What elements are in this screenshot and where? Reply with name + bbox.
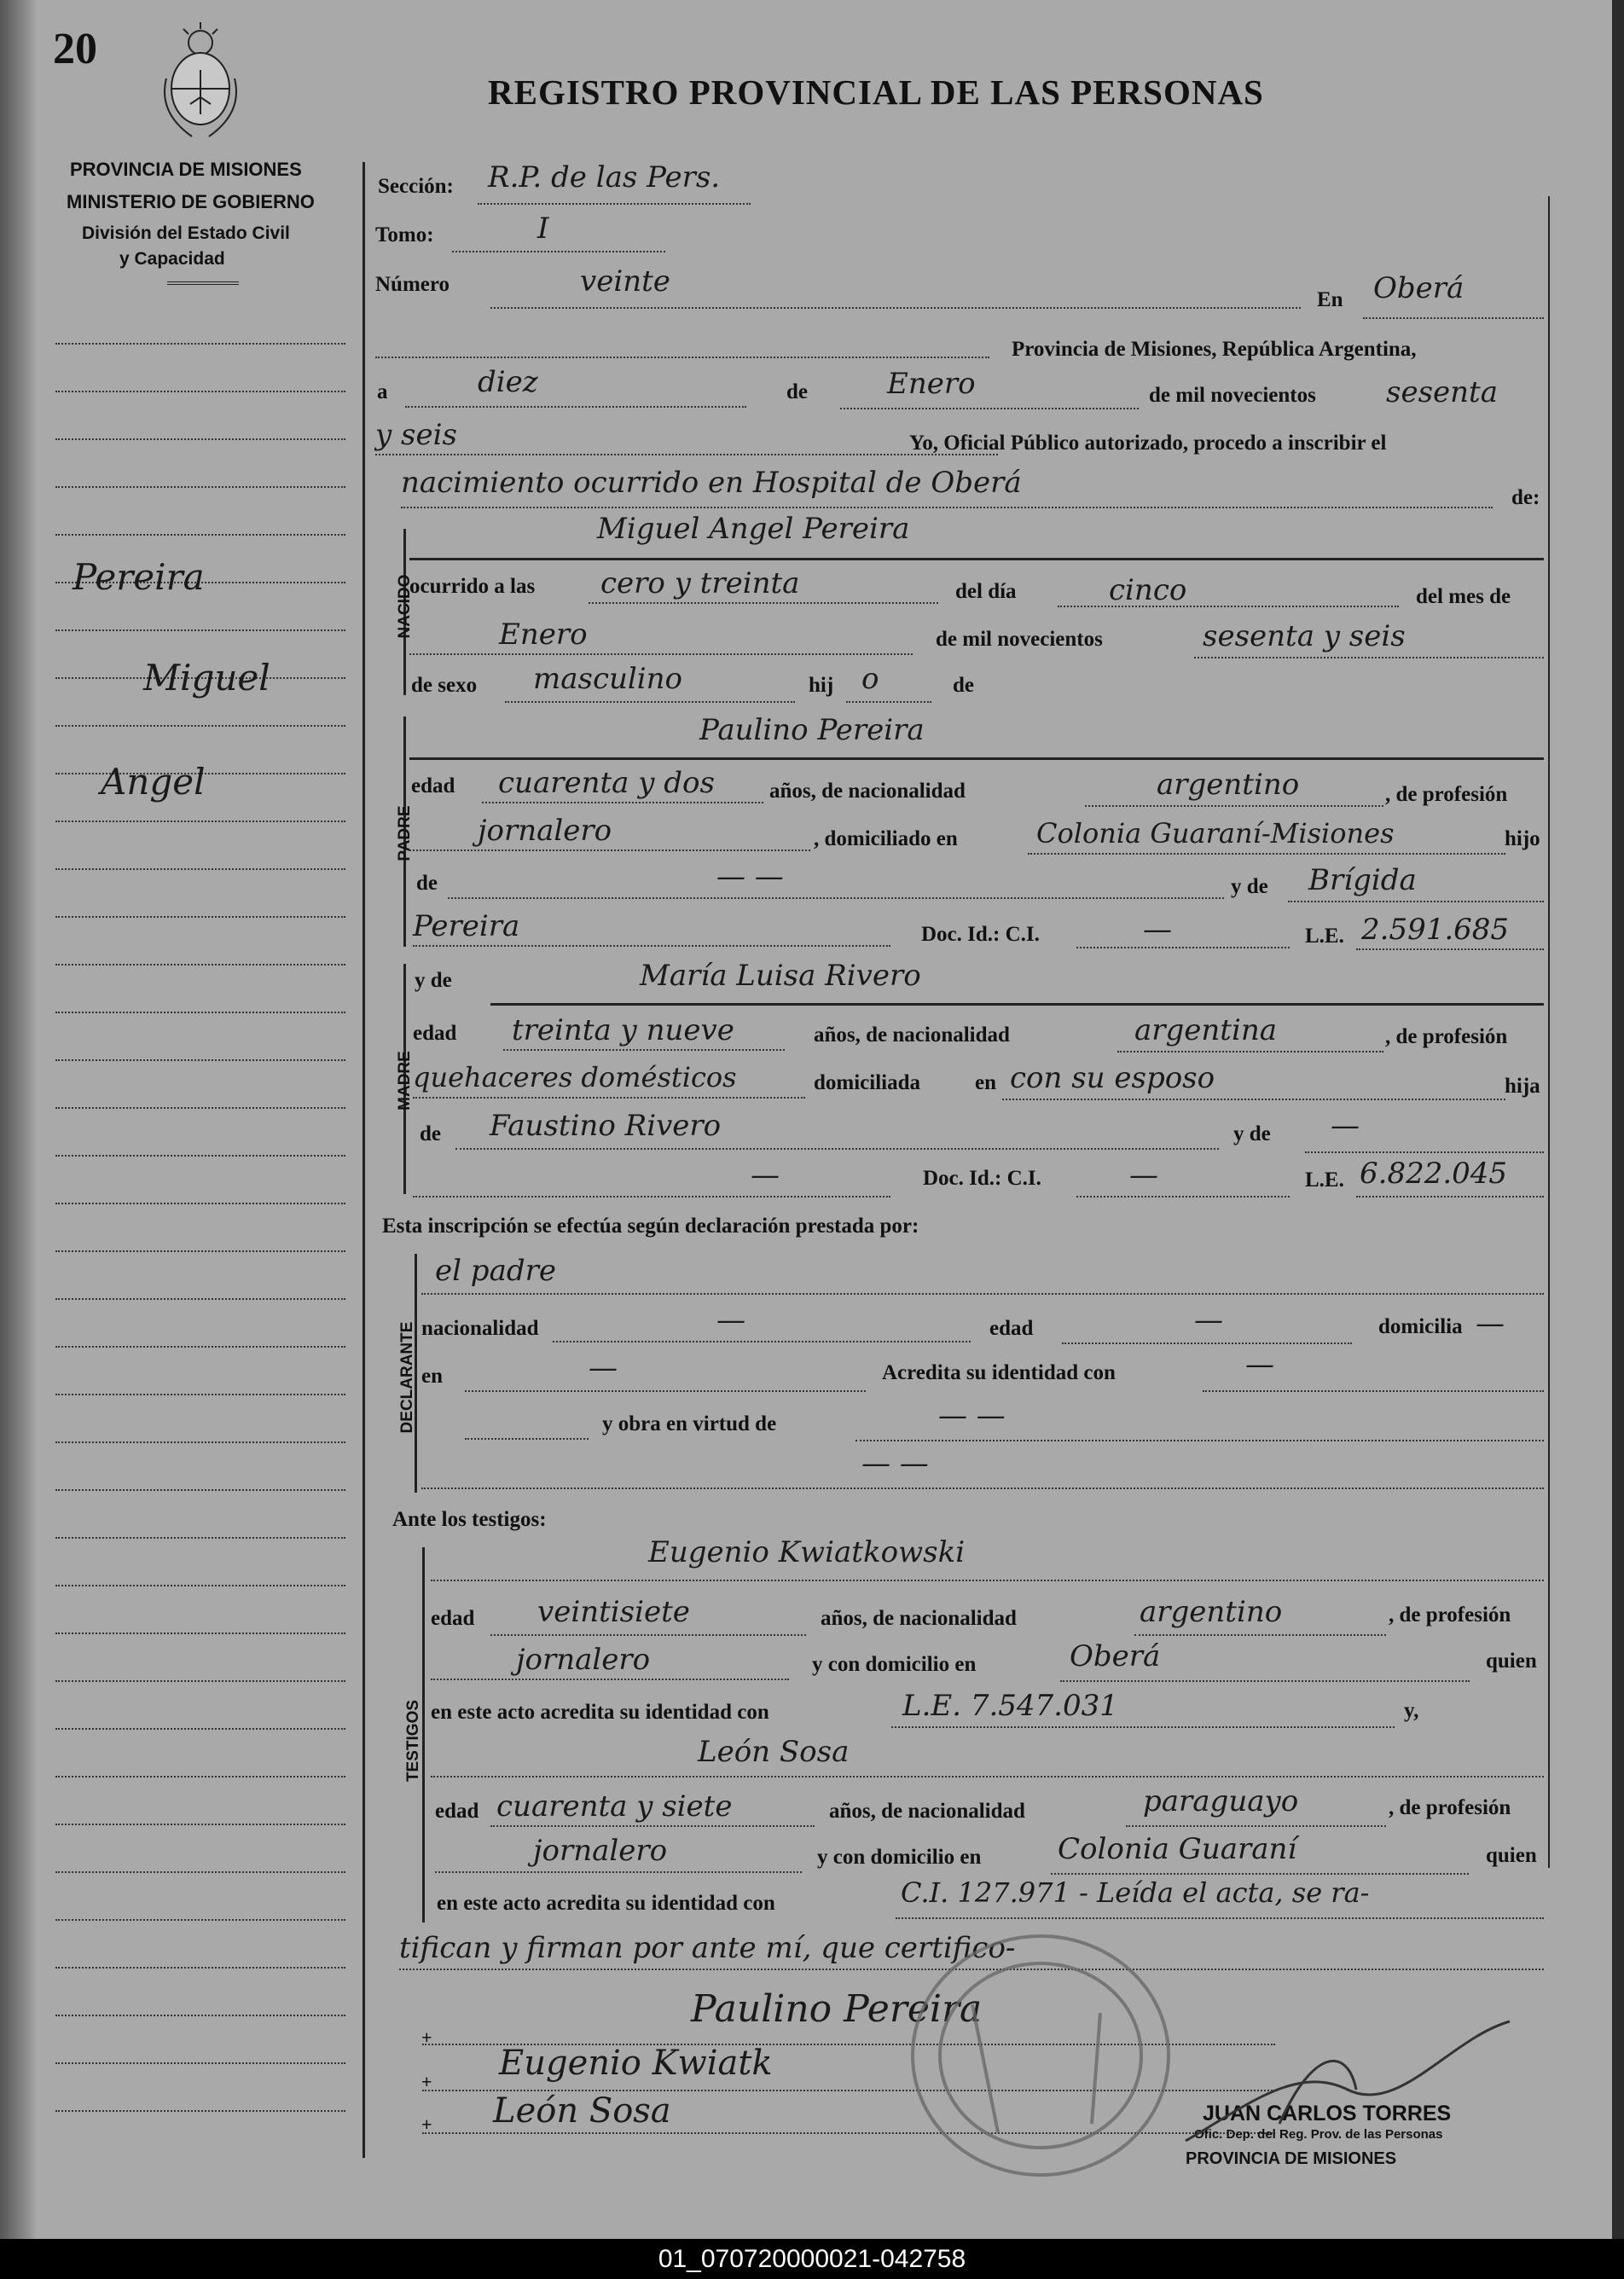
margin-ruled-line bbox=[55, 1012, 345, 1013]
padre-prof-value: jornalero bbox=[478, 814, 612, 848]
padre-name: Paulino Pereira bbox=[699, 713, 925, 747]
official-title: Ofic. Dep. del Reg. Prov. de las Personas bbox=[1194, 2127, 1443, 2142]
declarante-value: el padre bbox=[435, 1254, 556, 1288]
signature-declarant: Paulino Pereira bbox=[691, 1987, 983, 2031]
margin-ruled-line bbox=[55, 1107, 345, 1109]
padre-madre-surname: Pereira bbox=[413, 909, 520, 943]
declarante-en-label: en bbox=[421, 1365, 443, 1388]
padre-anios-label: años, de nacionalidad bbox=[769, 780, 966, 803]
year-prefix: de mil novecientos bbox=[1149, 384, 1316, 407]
declarante-intro: Esta inscripción se efectúa según declaración prestada por: bbox=[382, 1215, 919, 1238]
padre-y-de-label: y de bbox=[1231, 875, 1268, 898]
declarante-acredita-value: — bbox=[1245, 1348, 1274, 1382]
testigo-1-edad-label: edad bbox=[431, 1607, 475, 1630]
margin-ruled-line bbox=[55, 2015, 345, 2016]
padre-le-label: L.E. bbox=[1305, 925, 1344, 948]
padre-profesion-label: , de profesión bbox=[1385, 783, 1508, 806]
padre-de-value: — — bbox=[716, 860, 784, 894]
padre-doc-value: — bbox=[1143, 913, 1172, 947]
tomo-value: I bbox=[537, 212, 549, 246]
signature-witness-1: Eugenio Kwiatk bbox=[499, 2044, 773, 2083]
testigo-2-prof: jornalero bbox=[533, 1834, 668, 1868]
hij-value: o bbox=[861, 662, 879, 696]
office-line-2: MINISTERIO DE GOBIERNO bbox=[67, 191, 315, 212]
declarante-nac-value: — bbox=[716, 1303, 745, 1337]
padre-domiciliado-label: , domiciliado en bbox=[814, 827, 958, 850]
testigo-1-domicilio-label: y con domicilio en bbox=[812, 1653, 977, 1676]
testigos-tag: TESTIGOS bbox=[404, 1699, 422, 1783]
seccion-label: Sección: bbox=[378, 175, 454, 198]
margin-ruled-line bbox=[55, 1585, 345, 1586]
testigos-intro: Ante los testigos: bbox=[392, 1508, 547, 1531]
madre-le-value: 6.822.045 bbox=[1360, 1157, 1508, 1191]
madre-name: María Luisa Rivero bbox=[640, 959, 921, 993]
year-value-2: y seis bbox=[375, 418, 457, 452]
testigo-2-doc: C.I. 127.971 - Leída el acta, se ra- bbox=[901, 1876, 1370, 1909]
madre-doc-label: Doc. Id.: C.I. bbox=[923, 1167, 1041, 1190]
testigo-2-profesion-label: , de profesión bbox=[1389, 1796, 1511, 1819]
numero-value: veinte bbox=[580, 264, 670, 299]
madre-profesion-label: , de profesión bbox=[1385, 1025, 1508, 1048]
margin-ruled-line bbox=[55, 1346, 345, 1348]
madre-hija-label: hija bbox=[1505, 1075, 1540, 1098]
margin-ruled-line bbox=[55, 821, 345, 822]
oficial-text: Yo, Oficial Público autorizado, procedo a inscribir el bbox=[909, 432, 1387, 455]
declarante-nacionalidad-label: nacionalidad bbox=[421, 1317, 539, 1340]
margin-ruled-line bbox=[55, 1776, 345, 1777]
margin-ruled-line bbox=[55, 1680, 345, 1682]
margin-ruled-line bbox=[55, 1155, 345, 1157]
a-label: a bbox=[377, 380, 388, 403]
hij-label: hij bbox=[809, 674, 834, 697]
padre-edad-label: edad bbox=[411, 774, 455, 797]
en-value: Oberá bbox=[1373, 271, 1464, 305]
padre-hijo-label: hijo bbox=[1505, 827, 1540, 850]
margin-surname: Pereira bbox=[72, 556, 205, 598]
madre-y-de-label: y de bbox=[415, 969, 452, 992]
madre-y-de-label-2: y de bbox=[1233, 1122, 1271, 1145]
testigo-2-name: León Sosa bbox=[698, 1735, 850, 1769]
nacimiento-value: nacimiento ocurrido en Hospital de Oberá bbox=[401, 466, 1022, 500]
padre-y-de-value: Brígida bbox=[1308, 863, 1417, 897]
numero-label: Número bbox=[375, 273, 450, 296]
declarante-obra-value: — — bbox=[938, 1399, 1006, 1433]
margin-ruled-line bbox=[55, 916, 345, 918]
declarante-tag: DECLARANTE bbox=[398, 1321, 416, 1434]
margin-ruled-line bbox=[55, 1824, 345, 1825]
declarante-en-value: — bbox=[589, 1351, 618, 1385]
registry-page: 20 REGISTRO PROVINCIAL DE LAS PERSONAS PROVINCIA DE MISIONES MINISTERIO DE GOBIERNO División del Estado Civil y Capacidad Pereira Miguel Angel Sección: R.P. de las Pers. Tomo: I Número veinte En Oberá Provincia de Misiones, República Argentina, a diez de Enero de mil novecientos sesenta y seis Yo, Oficial Público autorizado, procedo a inscribir el nacimiento ocurrido en Hospital de Oberá de: NACIDO Miguel Angel Pereira ocurrido a las cero y treinta del día cinco del mes de Enero de mil novecientos sesenta y seis de sexo masculino hij o de PADRE Paulino Pereira edad cuarenta y dos años, de nacionalidad argentino , de profesión jornalero , domiciliado en Colonia Guaraní-Misiones hijo de — — y de Brígida Pereira Doc. Id.: C.I. — L.E. 2.591.685 MADRE y de María Luisa Rivero edad treinta y nueve años, de nacionalidad argentina , de profesión quehaceres domésticos domiciliada en con su esposo hija de Faustino Rivero y de — — Doc. Id.: C.I. — L.E. 6.822.045 Esta inscripción se efectúa según declaración prestada por: DECLARANTE el padre nacionalidad — edad — domicilia — en — Acredita su identidad con — y obra en virtud de — — — — Ante los testigos: TESTIGOS Eugenio Kwiatkowski edad veintisiete años, de nacionalidad argentino , de profesión jornalero y con domicilio en Oberá quien en este acto acredita su identidad con L.E. 7.547.031 y, León Sosa edad cuarenta y siete años, de nacionalidad paraguayo , de profesión jornalero y con domicilio en Colonia Guaraní quien en este acto acredita su identidad con C.I. 127.971 - Leída el acta, se ra- tifican y firman por ante mí, que certifico- + + + Paulino Pereira Eugenio Kwiatk León Sosa JUAN CARLOS TORRES Ofic. Dep. del Reg. Prov. de las Personas PROVINCIA DE MISIONES bbox=[0, 0, 1624, 2239]
margin-ruled-line bbox=[55, 1537, 345, 1539]
margin-ruled-line bbox=[55, 1728, 345, 1730]
padre-tag: PADRE bbox=[396, 805, 414, 861]
ocurrido-label: ocurrido a las bbox=[409, 575, 536, 598]
office-line-3: División del Estado Civil bbox=[82, 223, 290, 243]
declarante-edad-label: edad bbox=[989, 1317, 1034, 1340]
madre-prof-value: quehaceres domésticos bbox=[413, 1061, 737, 1093]
declarante-domicilia-label: domicilia bbox=[1378, 1315, 1463, 1338]
dia-value: cinco bbox=[1109, 573, 1187, 607]
testigo-2-quien-label: quien bbox=[1486, 1844, 1537, 1867]
margin-ruled-line bbox=[55, 1298, 345, 1300]
padre-de-label: de bbox=[416, 872, 438, 895]
madre-nac-value: argentina bbox=[1134, 1013, 1278, 1047]
testigo-1-name: Eugenio Kwiatkowski bbox=[648, 1535, 966, 1569]
padre-nac-value: argentino bbox=[1157, 768, 1300, 802]
testigo-2-anios-label: años, de nacionalidad bbox=[829, 1800, 1025, 1823]
testigo-1-nac: argentino bbox=[1140, 1595, 1283, 1629]
testigo-2-domicilio-label: y con domicilio en bbox=[817, 1846, 982, 1869]
margin-first-name: Miguel bbox=[143, 657, 270, 699]
mes-value: Enero bbox=[499, 618, 588, 652]
margin-ruled-line bbox=[55, 1441, 345, 1443]
office-line-4: y Capacidad bbox=[119, 249, 225, 269]
testigo-1-quien-label: quien bbox=[1486, 1650, 1537, 1673]
margin-ruled-line bbox=[55, 534, 345, 536]
padre-doc-label: Doc. Id.: C.I. bbox=[921, 923, 1040, 946]
padre-edad-value: cuarenta y dos bbox=[498, 766, 715, 800]
margin-ruled-line bbox=[55, 629, 345, 631]
testigo-2-dom: Colonia Guaraní bbox=[1058, 1832, 1297, 1866]
madre-anios-label: años, de nacionalidad bbox=[814, 1024, 1010, 1047]
madre-tag: MADRE bbox=[396, 1051, 414, 1111]
padre-dom-value: Colonia Guaraní-Misiones bbox=[1036, 817, 1395, 850]
margin-ruled-line bbox=[55, 1059, 345, 1061]
testigo-2-edad-label: edad bbox=[435, 1800, 479, 1823]
margin-ruled-line bbox=[55, 1250, 345, 1252]
testigo-1-doc: L.E. 7.547.031 bbox=[902, 1689, 1118, 1723]
official-province: PROVINCIA DE MISIONES bbox=[1186, 2149, 1397, 2168]
margin-ruled-line bbox=[55, 391, 345, 392]
margin-middle-name: Angel bbox=[101, 761, 206, 803]
signature-witness-2: León Sosa bbox=[493, 2091, 671, 2131]
madre-edad-value: treinta y nueve bbox=[512, 1013, 734, 1047]
margin-ruled-line bbox=[55, 1489, 345, 1491]
month-value: Enero bbox=[887, 367, 976, 401]
hijo-de-label: de bbox=[953, 674, 974, 697]
en-label: En bbox=[1317, 288, 1343, 311]
madre-y-de-value: — bbox=[1331, 1109, 1360, 1143]
testigo-1-acredita-label: en este acto acredita su identidad con bbox=[431, 1701, 769, 1724]
margin-ruled-line bbox=[55, 1203, 345, 1204]
declarante-extra-value: — — bbox=[861, 1447, 929, 1481]
official-name: JUAN CARLOS TORRES bbox=[1203, 2102, 1452, 2125]
testigo-2-edad: cuarenta y siete bbox=[496, 1789, 733, 1824]
de-label: de bbox=[786, 380, 808, 403]
margin-ruled-line bbox=[55, 868, 345, 870]
coat-of-arms-emblem bbox=[149, 19, 252, 147]
sexo-label: de sexo bbox=[411, 674, 478, 697]
madre-de-label: de bbox=[420, 1122, 441, 1145]
office-line-1: PROVINCIA DE MISIONES bbox=[70, 159, 302, 180]
official-seal-stamp bbox=[904, 1928, 1177, 2183]
seccion-value: R.P. de las Pers. bbox=[488, 160, 721, 194]
official-signature-scribble bbox=[1177, 2013, 1518, 2149]
margin-ruled-line bbox=[55, 1967, 345, 1969]
provincia-text: Provincia de Misiones, República Argentina, bbox=[1012, 338, 1417, 361]
year-value-1: sesenta bbox=[1386, 375, 1498, 409]
margin-ruled-line bbox=[55, 343, 345, 345]
declarante-edad-value: — bbox=[1194, 1303, 1223, 1337]
declarante-acredita-label: Acredita su identidad con bbox=[882, 1361, 1116, 1384]
margin-ruled-line bbox=[55, 2062, 345, 2064]
sexo-value: masculino bbox=[533, 662, 683, 696]
margin-ruled-line bbox=[55, 486, 345, 488]
madre-doc-value: — bbox=[1129, 1158, 1158, 1192]
madre-le-label: L.E. bbox=[1305, 1168, 1344, 1192]
de-mil-label: de mil novecientos bbox=[936, 628, 1103, 651]
margin-ruled-line bbox=[55, 964, 345, 966]
day-value: diez bbox=[478, 365, 538, 399]
padre-le-value: 2.591.685 bbox=[1361, 913, 1510, 947]
margin-ruled-line bbox=[55, 1919, 345, 1921]
madre-dom-value: con su esposo bbox=[1010, 1061, 1215, 1095]
document-title: REGISTRO PROVINCIAL DE LAS PERSONAS bbox=[488, 72, 1264, 112]
madre-dash-value: — bbox=[751, 1158, 780, 1192]
margin-ruled-line bbox=[55, 2110, 345, 2112]
tomo-label: Tomo: bbox=[375, 223, 434, 246]
margin-ruled-line bbox=[55, 1632, 345, 1634]
madre-en-label: en bbox=[975, 1071, 996, 1094]
page-number: 20 bbox=[53, 25, 97, 73]
testigo-1-y-label: y, bbox=[1404, 1699, 1419, 1722]
declarante-obra-label: y obra en virtud de bbox=[602, 1412, 777, 1435]
de-colon: de: bbox=[1511, 486, 1540, 509]
nacido-name: Miguel Angel Pereira bbox=[597, 512, 910, 546]
anio-value: sesenta y seis bbox=[1203, 619, 1406, 653]
testigo-1-profesion-label: , de profesión bbox=[1389, 1603, 1511, 1627]
nacido-tag: NACIDO bbox=[396, 574, 414, 639]
madre-domiciliada-label: domiciliada bbox=[814, 1071, 921, 1094]
declarante-dom-value: — bbox=[1476, 1307, 1505, 1341]
testigo-1-prof: jornalero bbox=[516, 1643, 651, 1677]
image-id-footer: 01_070720000021-042758 bbox=[0, 2239, 1624, 2279]
margin-ruled-line bbox=[55, 1871, 345, 1873]
testigo-1-dom: Oberá bbox=[1070, 1639, 1161, 1673]
del-dia-label: del día bbox=[955, 580, 1017, 603]
testigo-1-anios-label: años, de nacionalidad bbox=[821, 1607, 1017, 1630]
testigo-1-edad: veintisiete bbox=[537, 1595, 690, 1629]
madre-de-value: Faustino Rivero bbox=[490, 1109, 722, 1143]
testigo-2-nac: paraguayo bbox=[1143, 1784, 1299, 1818]
margin-ruled-line bbox=[55, 1394, 345, 1395]
margin-ruled-line bbox=[55, 438, 345, 440]
closing-text: tifican y firman por ante mí, que certifico- bbox=[399, 1931, 1016, 1965]
hora-value: cero y treinta bbox=[600, 566, 800, 600]
madre-edad-label: edad bbox=[413, 1022, 457, 1045]
testigo-2-acredita-label: en este acto acredita su identidad con bbox=[437, 1892, 775, 1915]
del-mes-label: del mes de bbox=[1416, 585, 1511, 608]
margin-ruled-line bbox=[55, 725, 345, 727]
